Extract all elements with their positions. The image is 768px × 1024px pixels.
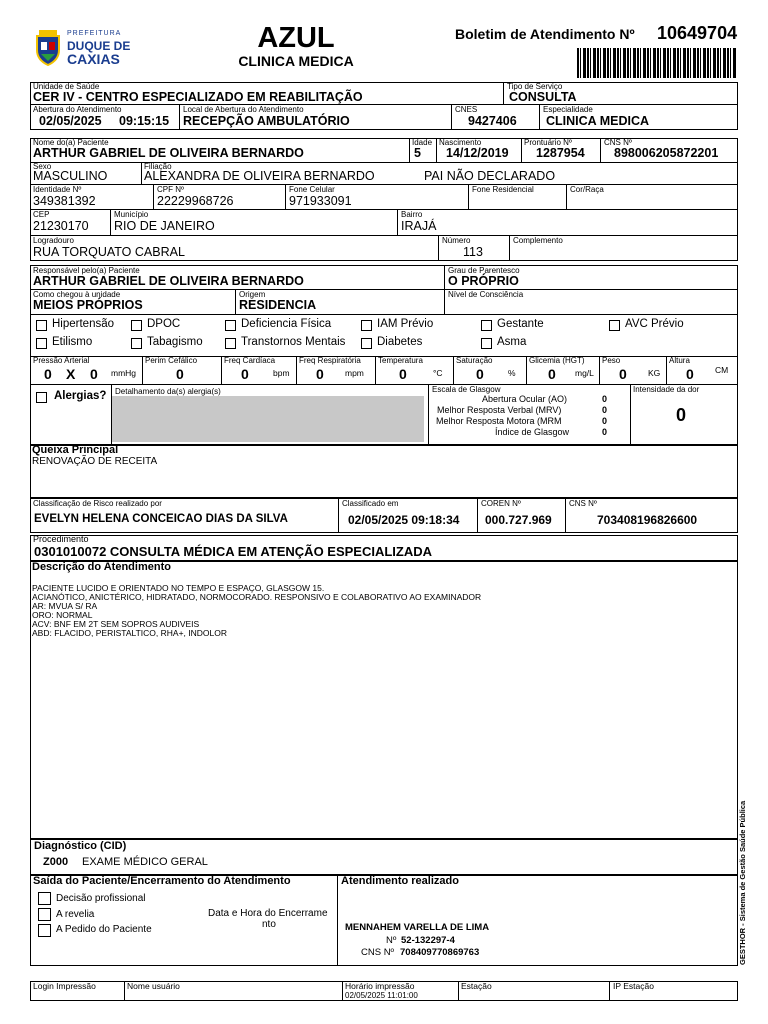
tipo-servico-value: CONSULTA — [509, 90, 577, 104]
cns-paciente-value: 898006205872201 — [614, 146, 719, 160]
boletim-label: Boletim de Atendimento Nº — [455, 26, 635, 42]
risco-label: Classificação de Risco realizado por — [33, 499, 162, 508]
ip-estacao-label: IP Estação — [613, 981, 654, 991]
label-asma: Asma — [497, 336, 527, 348]
label-decisao-profissional: Decisão profissional — [56, 893, 146, 904]
filiacao-pai: PAI NÃO DECLARADO — [424, 169, 556, 183]
barcode — [577, 48, 737, 78]
freq-cardiaca-label: Freq Cardíaca — [224, 356, 276, 365]
identidade-value: 349381392 — [33, 194, 96, 208]
horario-impressao-label: Horário impressão — [345, 981, 415, 991]
nome-value: ARTHUR GABRIEL DE OLIVEIRA BERNARDO — [33, 146, 304, 160]
glasgow-indice-label: Índice de Glasgow — [495, 427, 570, 437]
identidade-label: Identidade Nº — [33, 185, 82, 194]
realizado-label: Atendimento realizado — [341, 875, 459, 887]
local-label: Local de Abertura do Atendimento — [183, 105, 304, 114]
risco-cns-label: CNS Nº — [569, 499, 597, 508]
diagnostico-text: EXAME MÉDICO GERAL — [82, 856, 208, 868]
saturacao-unit: % — [508, 368, 516, 378]
complemento-label: Complemento — [513, 236, 563, 245]
diagnostico-code: Z000 — [43, 856, 69, 868]
classificado-em-value: 02/05/2025 09:18:34 — [348, 513, 460, 527]
abertura-label: Abertura do Atendimento — [33, 105, 122, 114]
alergia-detalhe-field[interactable] — [112, 396, 424, 442]
freq-respiratoria-unit: mpm — [345, 368, 364, 378]
descricao-line-4: ORO: NORMAL — [32, 610, 93, 620]
logo-line2: CAXIAS — [67, 51, 120, 67]
medico-cns-value: 708409770869763 — [400, 947, 480, 958]
label-tabagismo: Tabagismo — [147, 336, 203, 348]
nome-label: Nome do(a) Paciente — [33, 138, 109, 147]
altura-label: Altura — [669, 356, 690, 365]
checkbox-deficiencia-fisica[interactable] — [225, 320, 236, 331]
queixa-block — [30, 445, 738, 498]
cep-value: 21230170 — [33, 219, 89, 233]
glasgow-mrv-label: Melhor Resposta Verbal (MRV) — [437, 405, 562, 415]
origem-label: Origem — [239, 290, 266, 299]
coren-value: 000.727.969 — [485, 513, 552, 527]
saida-label: Saída do Paciente/Encerramento do Atendimento — [33, 875, 291, 887]
label-avc-previo: AVC Prévio — [625, 318, 684, 330]
glasgow-mrm-label: Melhor Resposta Motora (MRM — [436, 416, 562, 426]
abertura-data: 02/05/2025 — [39, 114, 102, 128]
checkbox-diabetes[interactable] — [361, 338, 372, 349]
perim-cefalico-label: Perim Cefálico — [145, 356, 198, 365]
glicemia-value: 0 — [548, 366, 556, 382]
saturacao-value: 0 — [476, 366, 484, 382]
cor-raca-label: Cor/Raça — [570, 185, 604, 194]
nascimento-label: Nascimento — [439, 138, 482, 147]
descricao-line-6: ABD: FLACIDO, PERISTALTICO, RHA+, INDOLOR — [32, 628, 227, 638]
celular-label: Fone Celular — [289, 185, 335, 194]
descricao-block — [30, 561, 738, 839]
numero-value: 113 — [463, 245, 483, 259]
freq-cardiaca-value: 0 — [241, 366, 249, 382]
data-hora-encerramento-line2: nto — [262, 919, 276, 930]
pressao-diastolica: 0 — [90, 366, 98, 382]
checkbox-a-pedido-paciente[interactable] — [38, 924, 51, 937]
classificado-em-label: Classificado em — [342, 499, 399, 508]
procedimento-value: 0301010072 CONSULTA MÉDICA EM ATENÇÃO ESPECIALIZADA — [34, 544, 433, 559]
logradouro-label: Logradouro — [33, 236, 74, 245]
pressao-unit: mmHg — [111, 368, 137, 378]
glasgow-mrv-value: 0 — [602, 405, 608, 415]
freq-respiratoria-value: 0 — [316, 366, 324, 382]
descricao-line-3: AR: MVUA S/ RA — [32, 601, 98, 611]
pressao-x: X — [66, 366, 76, 382]
checkbox-alergias[interactable] — [36, 392, 47, 403]
city-crest-icon — [33, 28, 63, 66]
checkbox-dpoc[interactable] — [131, 320, 142, 331]
logo-line1: DUQUE DE — [67, 39, 131, 53]
sexo-value: MASCULINO — [33, 169, 108, 183]
cpf-value: 22229968726 — [157, 194, 234, 208]
pressao-sistolica: 0 — [44, 366, 52, 382]
checkbox-decisao-profissional[interactable] — [38, 892, 51, 905]
glasgow-label: Escala de Glasgow — [432, 385, 501, 394]
glasgow-indice-value: 0 — [602, 427, 608, 437]
medico-crm-label: Nº — [386, 935, 397, 946]
queixa-label: Queixa Principal — [32, 444, 119, 456]
diagnostico-label: Diagnóstico (CID) — [34, 840, 127, 852]
label-hipertensao: Hipertensão — [52, 318, 115, 330]
cep-label: CEP — [33, 210, 50, 219]
altura-value: 0 — [686, 366, 694, 382]
label-a-pedido-paciente: A Pedido do Paciente — [56, 924, 152, 935]
filiacao-label: Filiação — [144, 162, 172, 171]
numero-label: Número — [442, 236, 471, 245]
peso-value: 0 — [619, 366, 627, 382]
saturacao-label: Saturação — [456, 356, 493, 365]
queixa-text: RENOVAÇÃO DE RECEITA — [32, 456, 158, 467]
label-dpoc: DPOC — [147, 318, 181, 330]
label-a-revelia: A revelia — [56, 909, 95, 920]
label-gestante: Gestante — [497, 318, 544, 330]
prontuario-label: Prontuário Nº — [524, 138, 572, 147]
alergias-label: Alergias? — [54, 390, 107, 402]
cns-paciente-label: CNS Nº — [604, 138, 632, 147]
login-impressao-label: Login Impressão — [33, 981, 96, 991]
page-title: AZUL — [257, 22, 335, 54]
idade-label: Idade — [412, 138, 433, 147]
dor-value: 0 — [676, 405, 687, 425]
como-chegou-value: MEIOS PRÓPRIOS — [33, 298, 143, 312]
label-iam-previo: IAM Prévio — [377, 318, 434, 330]
boletim-number: 10649704 — [657, 23, 738, 43]
checkbox-avc-previo[interactable] — [609, 320, 620, 331]
peso-label: Peso — [602, 356, 621, 365]
glasgow-ao-label: Abertura Ocular (AO) — [482, 394, 568, 404]
glasgow-mrm-value: 0 — [602, 416, 608, 426]
freq-cardiaca-unit: bpm — [273, 368, 290, 378]
logradouro-value: RUA TORQUATO CABRAL — [33, 245, 185, 259]
coren-label: COREN Nº — [481, 499, 521, 508]
descricao-line-5: ACV: BNF EM 2T SEM SOPROS AUDIVEIS — [32, 619, 200, 629]
bairro-value: IRAJÁ — [401, 219, 437, 233]
glicemia-unit: mg/L — [575, 368, 594, 378]
altura-unit: CM — [715, 365, 729, 375]
prontuario-value: 1287954 — [536, 146, 585, 160]
filiacao-mae: ALEXANDRA DE OLIVEIRA BERNARDO — [144, 169, 375, 183]
cpf-label: CPF Nº — [157, 185, 184, 194]
logo-small-text: PREFEITURA — [67, 30, 122, 37]
fone-residencial-label: Fone Residencial — [472, 185, 534, 194]
cnes-value: 9427406 — [468, 114, 517, 128]
origem-value: RESIDENCIA — [239, 298, 317, 312]
label-diabetes: Diabetes — [377, 336, 423, 348]
peso-unit: KG — [648, 368, 661, 378]
checkbox-asma[interactable] — [481, 338, 492, 349]
grau-parentesco-value: O PRÓPRIO — [448, 274, 519, 288]
temperatura-value: 0 — [399, 366, 407, 382]
descricao-line-2: ACIANÓTICO, ANICTÉRICO, HIDRATADO, NORMOCORADO. RESPONSIVO E COLABORATIVO AO EXAMINADOR — [32, 592, 482, 602]
page-subtitle: CLINICA MEDICA — [238, 53, 354, 69]
responsavel-value: ARTHUR GABRIEL DE OLIVEIRA BERNARDO — [33, 274, 304, 288]
abertura-hora: 09:15:15 — [119, 114, 170, 128]
especialidade-value: CLINICA MEDICA — [546, 114, 650, 128]
checkbox-etilismo[interactable] — [36, 338, 47, 349]
logo — [33, 28, 138, 68]
nascimento-value: 14/12/2019 — [446, 146, 509, 160]
cnes-label: CNES — [455, 105, 478, 114]
local-value: RECEPÇÃO AMBULATÓRIO — [183, 114, 350, 128]
glicemia-label: Glicemia (HGT) — [529, 356, 585, 365]
checkbox-gestante[interactable] — [481, 320, 492, 331]
label-transtornos-mentais: Transtornos Mentais — [241, 336, 346, 348]
descricao-label: Descrição do Atendimento — [32, 561, 171, 573]
perim-cefalico-value: 0 — [176, 366, 184, 382]
municipio-value: RIO DE JANEIRO — [114, 219, 215, 233]
como-chegou-label: Como chegou à unidade — [33, 290, 121, 299]
checkbox-tabagismo[interactable] — [131, 338, 142, 349]
glasgow-ao-value: 0 — [602, 394, 608, 404]
grau-parentesco-label: Grau de Parentesco — [448, 266, 520, 275]
pressao-label: Pressão Arterial — [33, 356, 90, 365]
medico-nome: MENNAHEM VARELLA DE LIMA — [345, 922, 490, 933]
checkbox-transtornos-mentais[interactable] — [225, 338, 236, 349]
data-hora-encerramento-line1: Data e Hora do Encerrame — [208, 908, 328, 919]
label-etilismo: Etilismo — [52, 336, 93, 348]
medico-crm-value: 52-132297-4 — [401, 935, 455, 946]
alergia-detalhe-label: Detalhamento da(s) alergia(s) — [115, 387, 221, 396]
unidade-label: Unidade de Saúde — [33, 82, 100, 91]
medico-cns-label: CNS Nº — [361, 947, 395, 958]
bairro-label: Bairro — [401, 210, 423, 219]
checkbox-hipertensao[interactable] — [36, 320, 47, 331]
temperatura-unit: °C — [433, 368, 443, 378]
estacao-label: Estação — [461, 981, 492, 991]
side-system-text: GESTHOR - Sistema de Gestão Saúde Pública — [738, 800, 747, 965]
celular-value: 971933091 — [289, 194, 352, 208]
nivel-consciencia-label: Nível de Consciência — [448, 290, 524, 299]
risco-por: EVELYN HELENA CONCEICAO DIAS DA SILVA — [34, 513, 288, 525]
sexo-label: Sexo — [33, 162, 52, 171]
responsavel-label: Responsável pelo(a) Paciente — [33, 266, 140, 275]
dor-label: Intensidade da dor — [633, 385, 700, 394]
municipio-label: Município — [114, 210, 149, 219]
unidade-value: CER IV - CENTRO ESPECIALIZADO EM REABILITAÇÃO — [33, 90, 363, 104]
label-deficiencia-fisica: Deficiencia Física — [241, 318, 332, 330]
descricao-line-1: PACIENTE LUCIDO E ORIENTADO NO TEMPO E ESPAÇO, GLASGOW 15. — [32, 583, 325, 593]
procedimento-label: Procedimento — [33, 534, 89, 544]
temperatura-label: Temperatura — [378, 356, 423, 365]
tipo-servico-label: Tipo de Serviço — [507, 82, 563, 91]
freq-respiratoria-label: Freq Respiratória — [299, 356, 361, 365]
risco-cns-value: 703408196826600 — [597, 513, 698, 527]
nome-usuario-label: Nome usuário — [127, 981, 180, 991]
idade-value: 5 — [414, 146, 421, 160]
checkbox-iam-previo[interactable] — [361, 320, 372, 331]
especialidade-label: Especialidade — [543, 105, 593, 114]
horario-impressao-value: 02/05/2025 11:01:00 — [345, 991, 418, 1000]
checkbox-a-revelia[interactable] — [38, 908, 51, 921]
